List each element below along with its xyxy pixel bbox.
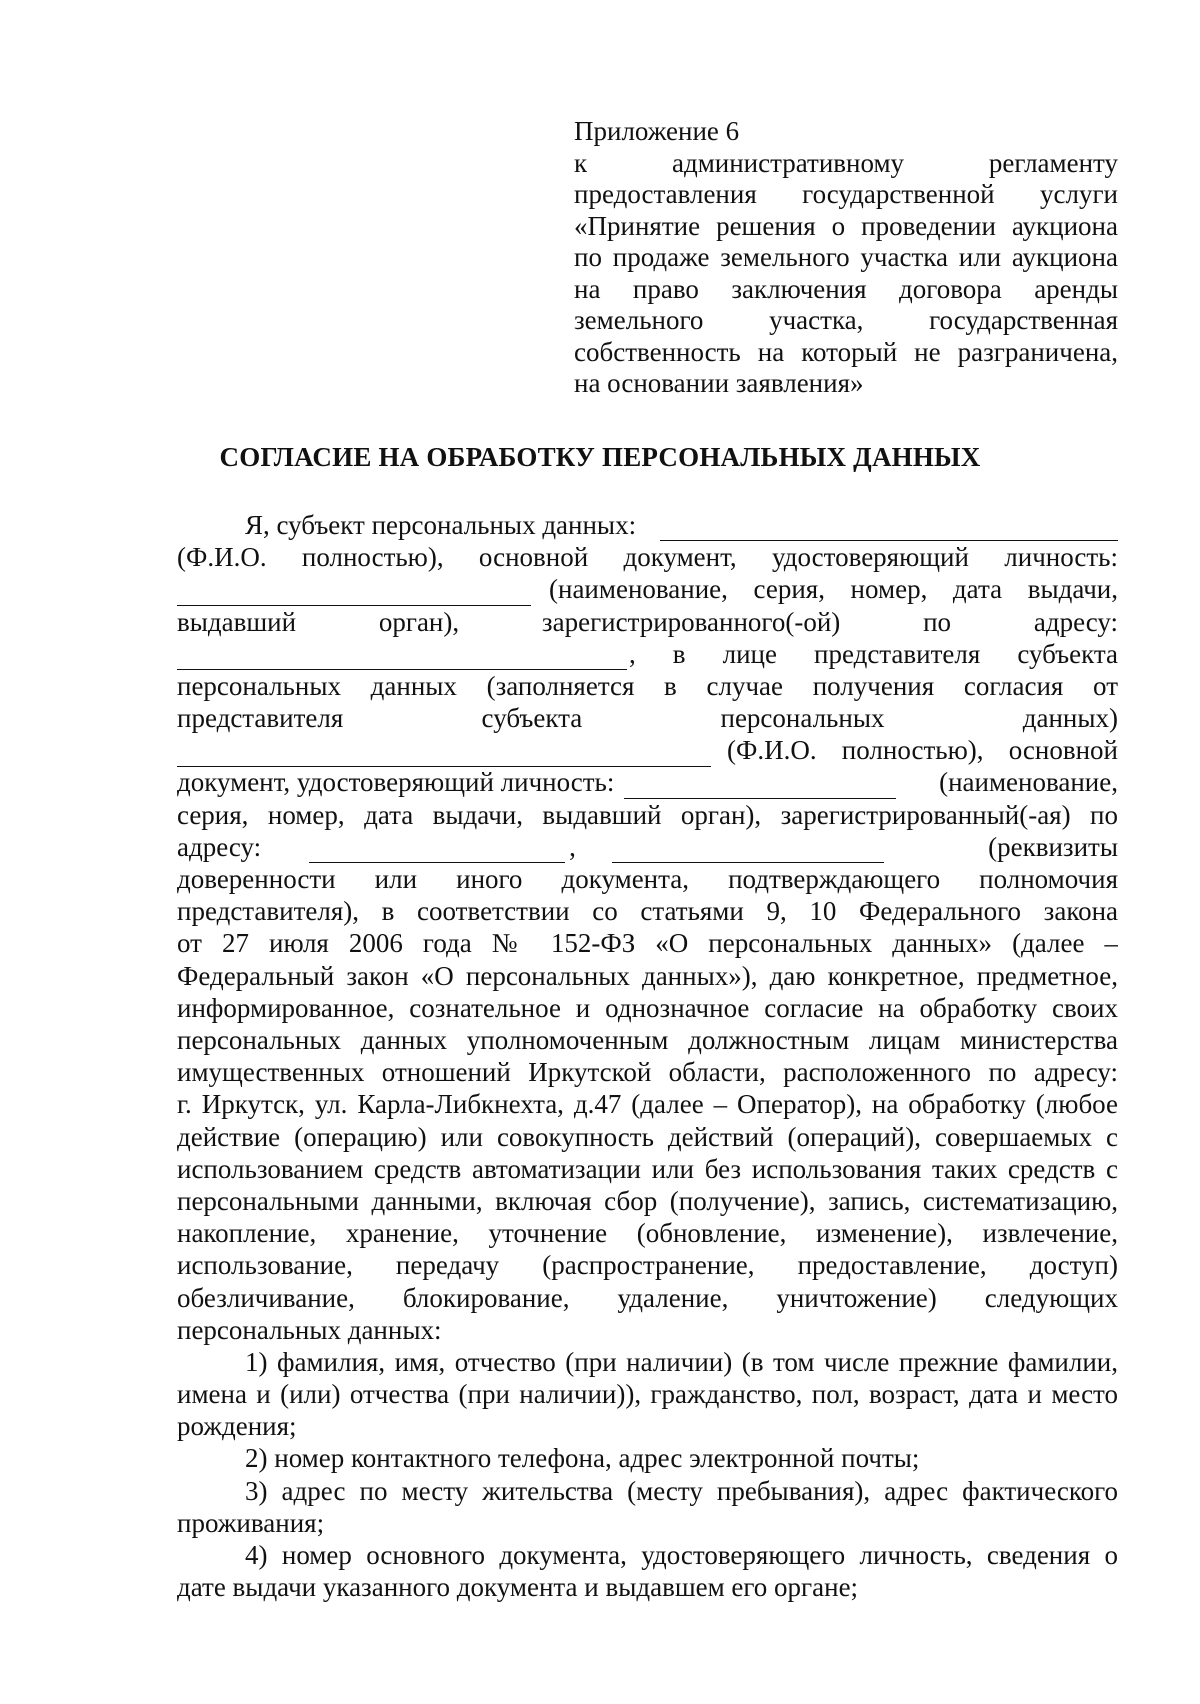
appendix-line: к административному регламенту <box>574 147 1118 178</box>
body-line: использование, передачу (распространение, предоставление, доступ) <box>177 1250 1118 1281</box>
body-text: , <box>569 831 576 862</box>
subject-label: Я, субъект персональных данных: <box>245 509 637 540</box>
appendix-line: на право заключения договора аренды <box>574 273 1118 304</box>
body-text: , в лице представителя субъекта <box>629 638 1118 669</box>
list-item-4-cont: дате выдачи указанного документа и выдавшем его органе; <box>177 1572 859 1603</box>
appendix-line: на основании заявления» <box>574 368 864 398</box>
body-line: накопление, хранение, уточнение (обновление, изменение), извлечение, <box>177 1218 1118 1249</box>
body-line: (Ф.И.О. полностью), основной документ, удостоверяющий личность: <box>177 542 1118 573</box>
body-line <box>177 638 1118 670</box>
body-line: г. Иркутск, ул. Карла-Либкнехта, д.47 (далее – Оператор), на обработку (любое <box>177 1089 1118 1120</box>
list-item-3-cont: проживания; <box>177 1507 325 1538</box>
appendix-header <box>574 116 1118 400</box>
body-text: (реквизиты <box>988 831 1118 862</box>
representative-document-field[interactable] <box>624 774 896 799</box>
list-item-3: 3) адрес по месту жительства (месту пребывания), адрес фактического <box>245 1475 1118 1506</box>
appendix-line: собственность на который не разграничена, <box>574 336 1118 367</box>
appendix-number: Приложение 6 <box>574 116 740 146</box>
body-text: (Ф.И.О. полностью), основной <box>727 735 1118 766</box>
body-text: (наименование, серия, номер, дата выдачи, <box>549 574 1118 605</box>
body-line: представителя), в соответствии со статьями 9, 10 Федерального закона <box>177 896 1118 927</box>
body-line <box>177 831 1118 863</box>
document-body <box>177 509 1118 1603</box>
body-line: обезличивание, блокирование, удаление, уничтожение) следующих <box>177 1282 1118 1313</box>
document-title: СОГЛАСИЕ НА ОБРАБОТКУ ПЕРСОНАЛЬНЫХ ДАННЫХ <box>219 442 981 472</box>
body-line: информированное, сознательное и однозначное согласие на обработку своих <box>177 992 1118 1023</box>
list-item-4: 4) номер основного документа, удостоверяющего личность, сведения о <box>245 1540 1118 1570</box>
body-line: имущественных отношений Иркутской области, расположенного по адресу: <box>177 1057 1118 1088</box>
representative-name-field[interactable] <box>177 742 711 767</box>
body-line: персональных данных уполномоченным должностным лицам министерства <box>177 1025 1118 1055</box>
body-line: доверенности или иного документа, подтверждающего полномочия <box>177 864 1118 895</box>
list-item-2: 2) номер контактного телефона, адрес электронной почты; <box>245 1443 920 1474</box>
appendix-line: земельного участка, государственная <box>574 305 1118 335</box>
body-line: от 27 июля 2006 года № 152-ФЗ «О персональных данных» (далее – <box>177 928 1118 959</box>
subject-name-field[interactable] <box>660 516 1118 541</box>
body-line: действие (операцию) или совокупность действий (операций), совершаемых с <box>177 1121 1118 1152</box>
body-text: документ, удостоверяющий личность: <box>177 767 615 798</box>
body-text: адресу: <box>177 831 262 862</box>
body-line: использованием средств автоматизации или без использования таких средств с <box>177 1153 1118 1184</box>
body-line <box>177 509 1118 541</box>
list-item-1: 1) фамилия, имя, отчество (при наличии) (в том числе прежние фамилии, <box>245 1346 1118 1377</box>
body-line: представителя субъекта персональных данных) <box>177 703 1118 734</box>
body-line <box>177 734 1118 766</box>
appendix-line: предоставления государственной услуги <box>574 179 1118 209</box>
subject-document-field[interactable] <box>177 581 531 606</box>
subject-address-field[interactable] <box>177 645 627 670</box>
body-line: персональных данных (заполняется в случае получения согласия от <box>177 670 1118 701</box>
list-item-1-cont: имена и (или) отчества (при наличии)), гражданство, пол, возраст, дата и место <box>177 1379 1118 1410</box>
power-of-attorney-field[interactable] <box>612 838 884 863</box>
body-line: Федеральный закон «О персональных данных»), даю конкретное, предметное, <box>177 960 1118 991</box>
body-line: серия, номер, дата выдачи, выдавший орган), зарегистрированный(-ая) по <box>177 799 1118 830</box>
list-item-1-cont: рождения; <box>177 1411 297 1442</box>
appendix-line: «Принятие решения о проведении аукциона <box>574 210 1118 241</box>
body-line <box>177 767 1118 799</box>
body-text: (наименование, <box>939 767 1118 798</box>
body-line: выдавший орган), зарегистрированного(-ой) по адресу: <box>177 606 1118 637</box>
body-line: персональных данных: <box>177 1314 442 1345</box>
representative-address-field[interactable] <box>309 838 565 863</box>
appendix-line: по продаже земельного участка или аукциона <box>574 242 1118 272</box>
body-line: персональными данными, включая сбор (получение), запись, систематизацию, <box>177 1185 1118 1216</box>
body-line <box>177 573 1118 605</box>
